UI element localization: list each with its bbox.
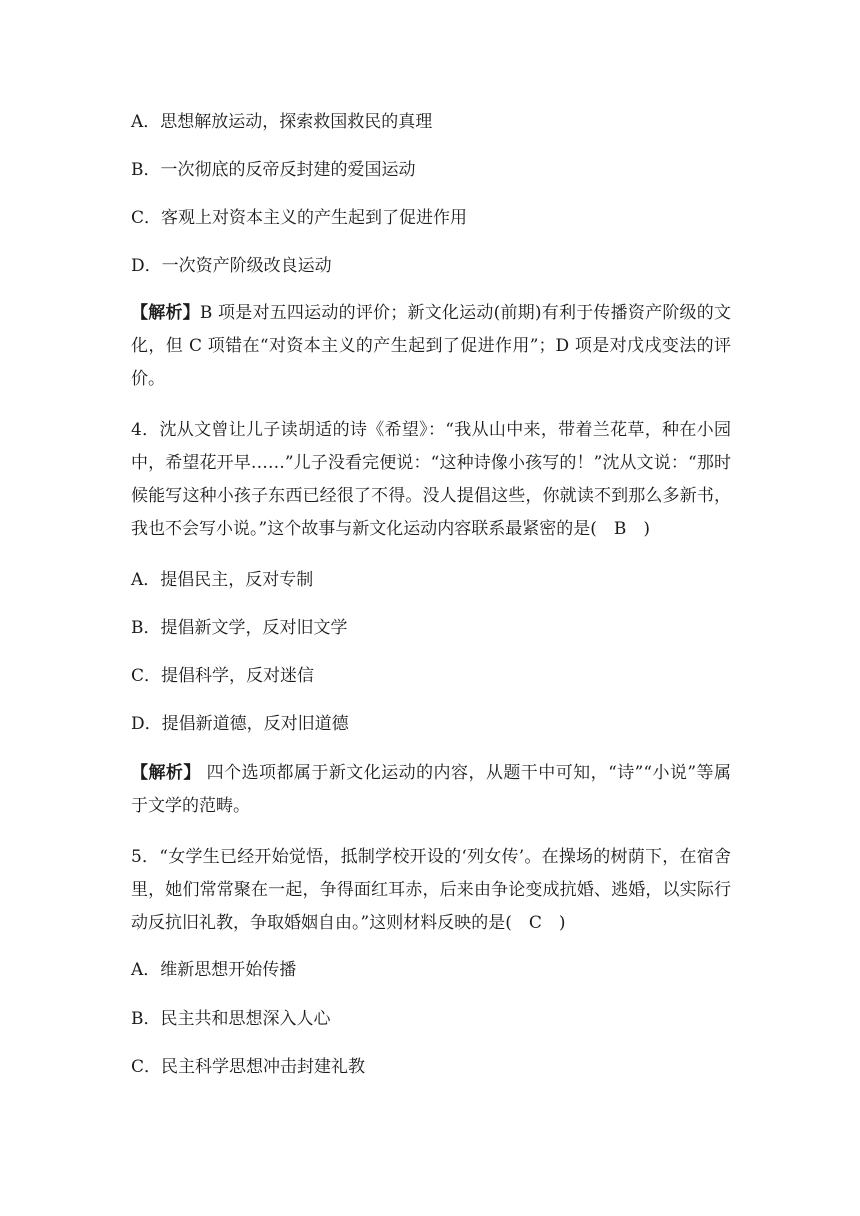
- q5-option-b: B．民主共和思想深入人心: [131, 1009, 331, 1029]
- q4-option-c: C．提倡科学，反对迷信: [131, 666, 315, 686]
- q4-analysis: [131, 757, 731, 823]
- q3-analysis: [131, 297, 731, 396]
- q4-option-d: D．提倡新道德，反对旧道德: [131, 714, 349, 734]
- q3-analysis-text: B 项是对五四运动的评价；新文化运动(前期)有利于传播资产阶级的文化，但 C 项错在“对资本主义的产生起到了促进作用”；D 项是对戊戌变法的评价。: [131, 303, 731, 389]
- q4-analysis-text: 四个选项都属于新文化运动的内容，从题干中可知，“诗”“小说”等属于文学的范畴。: [131, 763, 731, 816]
- q3-option-a: A．思想解放运动，探索救国救民的真理: [131, 112, 433, 132]
- q5-option-c: C．民主科学思想冲击封建礼教: [131, 1057, 366, 1077]
- q5-option-a: A．维新思想开始传播: [131, 960, 297, 980]
- q4-stem: 4．沈从文曾让儿子读胡适的诗《希望》：“我从山中来，带着兰花草，种在小园中，希望花开早……”儿子没看完便说：“这种诗像小孩写的！”沈从文说：“那时候能写这种小孩子东西已经很了不得。没人提倡这些，你就读不到那么多新书，我也不会写小说。”这个故事与新文化运动内容联系最紧密的是( B ): [131, 420, 731, 539]
- q3-option-d: D．一次资产阶级改良运动: [131, 256, 332, 276]
- q4-analysis-tag: 【解析】: [131, 763, 201, 783]
- q5-stem: 5．“女学生已经开始觉悟，抵制学校开设的‘列女传’。在操场的树荫下，在宿舍里，她们常常聚在一起，争得面红耳赤，后来由争论变成抗婚、逃婚，以实际行动反抗旧礼教，争取婚姻自由。”这则材料反映的是( C ): [131, 847, 731, 933]
- q3-option-c: C．客观上对资本主义的产生起到了促进作用: [131, 208, 468, 228]
- q3-option-b: B．一次彻底的反帝反封建的爱国运动: [131, 160, 416, 180]
- q3-analysis-tag: 【解析】: [131, 303, 200, 323]
- q4-option-b: B．提倡新文学，反对旧文学: [131, 618, 348, 638]
- q4-option-a: A．提倡民主，反对专制: [131, 570, 314, 590]
